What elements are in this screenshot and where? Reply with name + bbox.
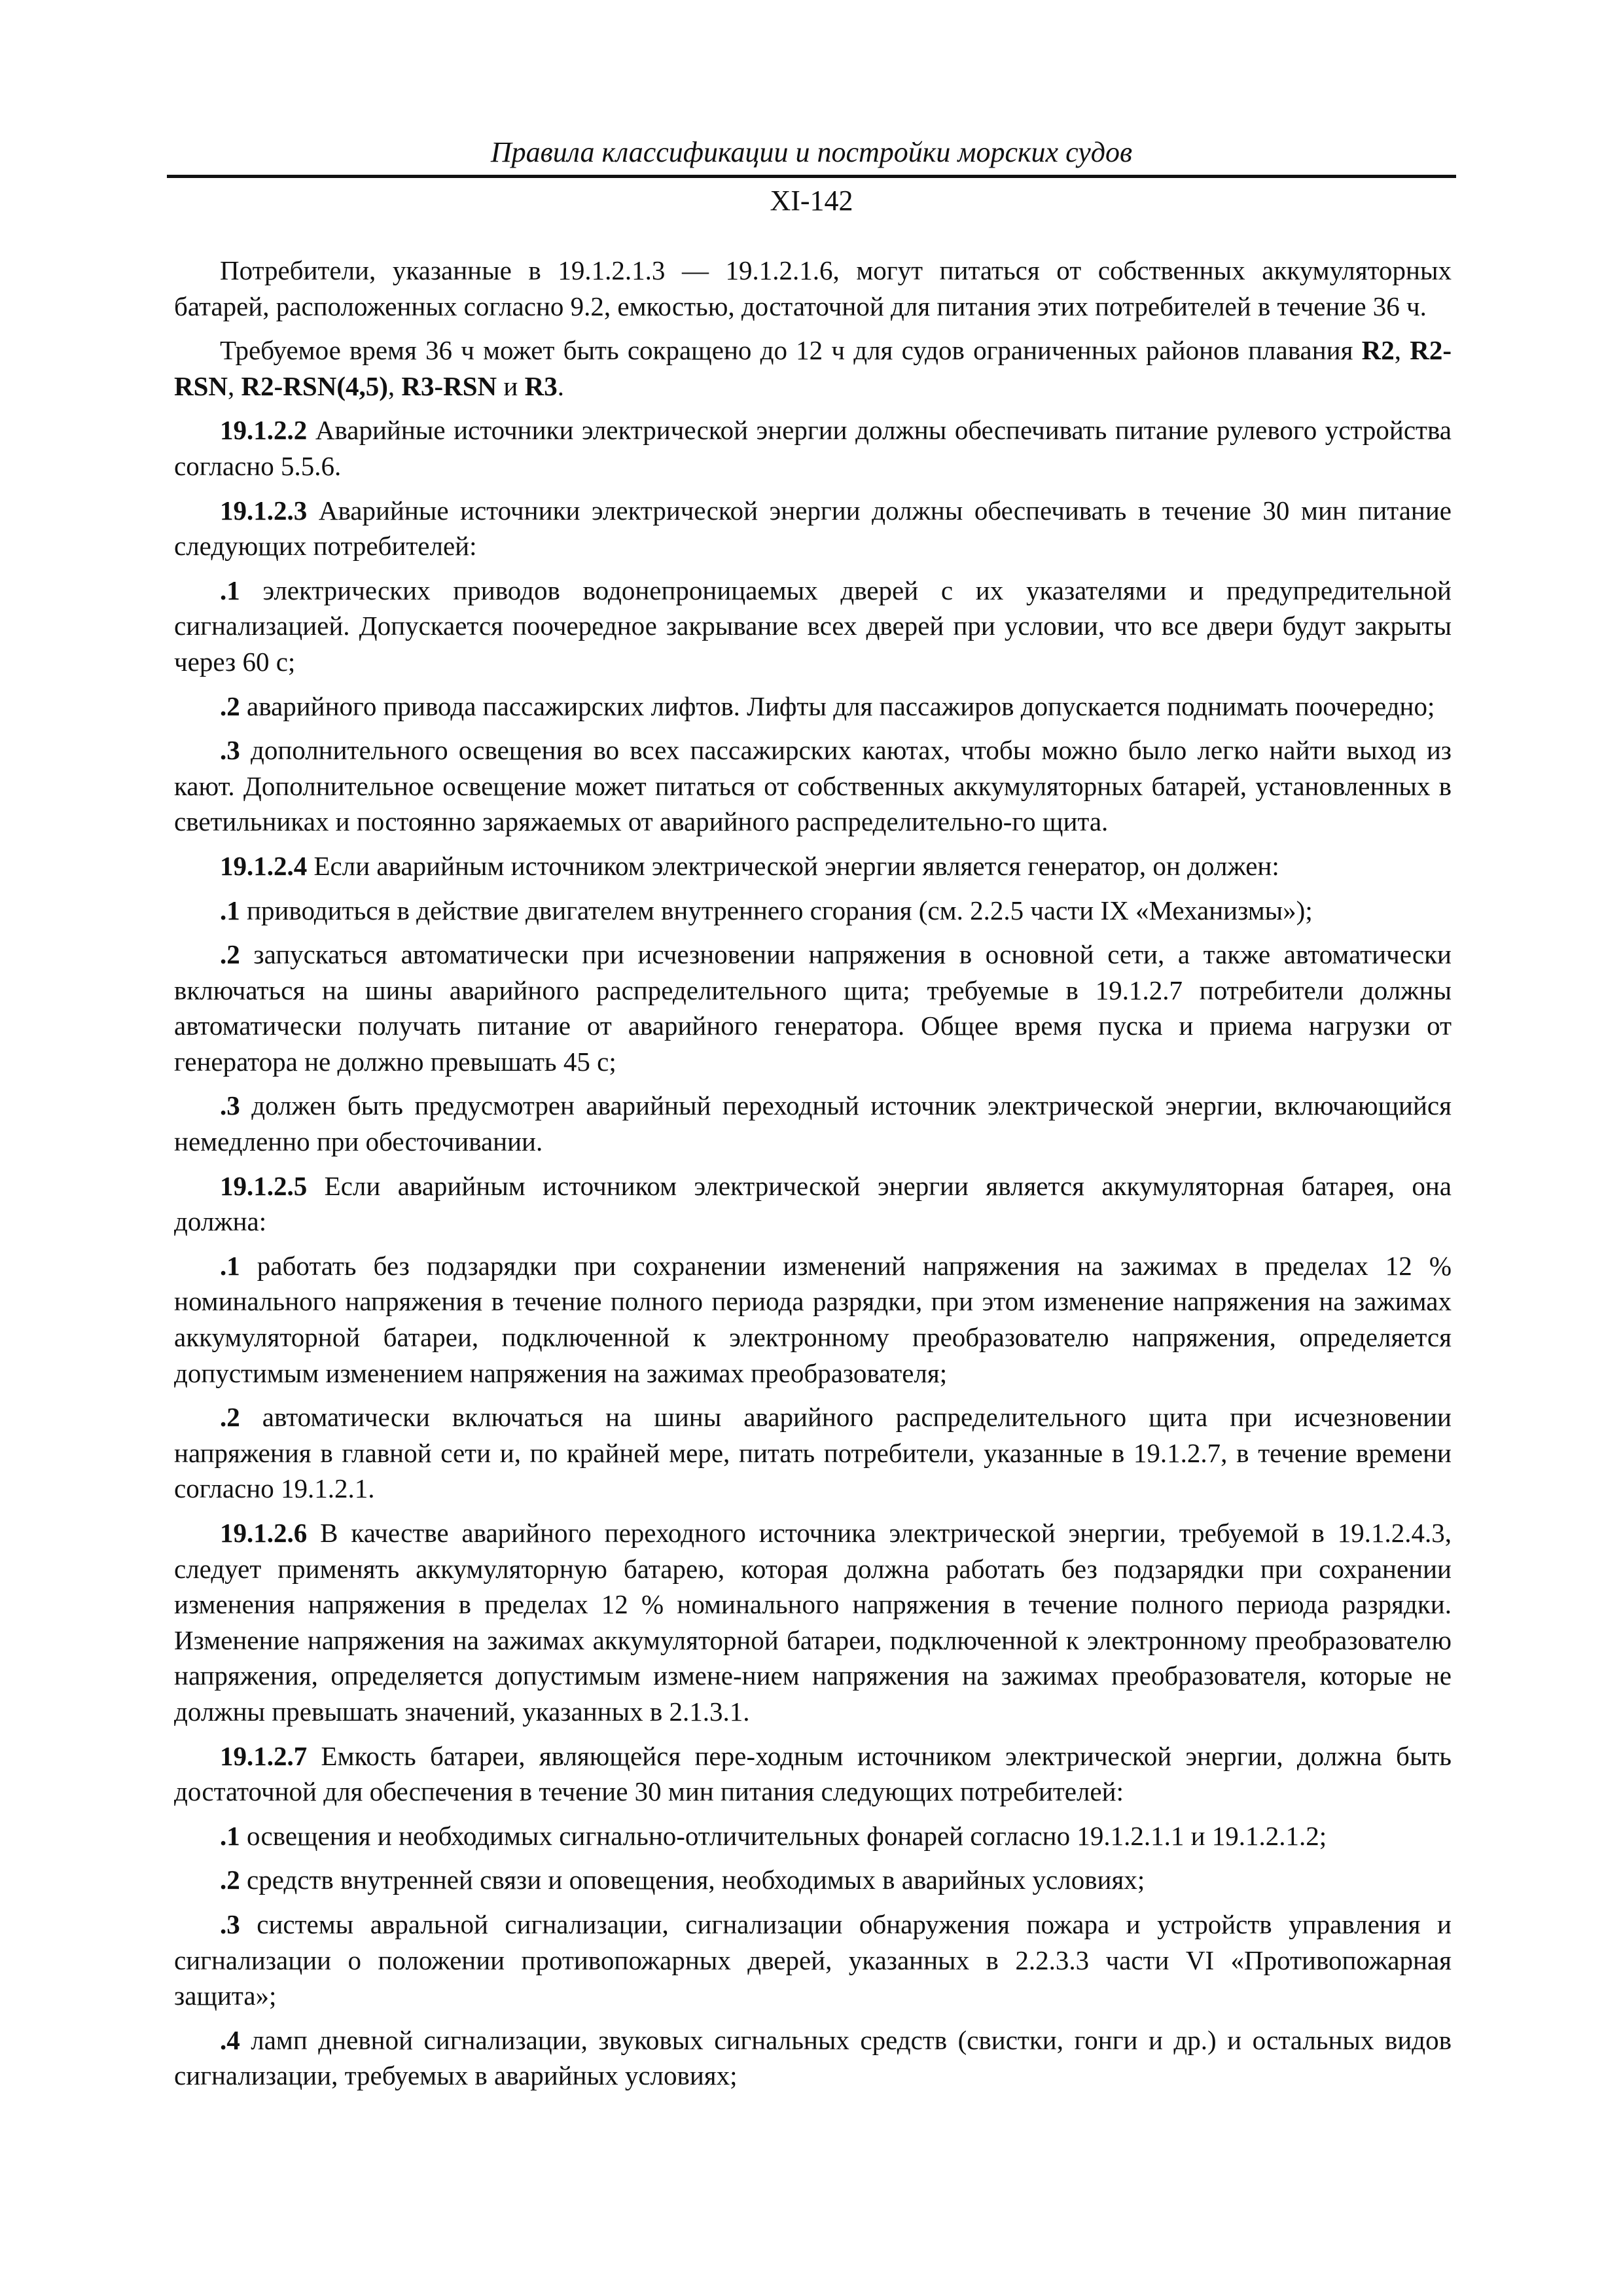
item-number: .4 [220, 2024, 240, 2055]
header-rule [167, 175, 1456, 178]
document-body [174, 253, 1452, 2102]
region-code: R3 [524, 370, 558, 401]
region-code: R2-RSN(4,5) [241, 370, 388, 401]
region-code: R2 [1361, 335, 1395, 366]
list-item: .2 средств внутренней связи и оповещения, необходимых в аварийных условиях; [220, 1865, 1145, 1895]
section-number: 19.1.2.6 [220, 1518, 308, 1548]
item-number: .2 [220, 1865, 240, 1895]
item-number: .2 [220, 691, 240, 721]
item-number: .2 [220, 939, 240, 970]
list-item: .1 освещения и необходимых сигнально-отличительных фонарей согласно 19.1.2.1.1 и 19.1.2.1.2; [220, 1820, 1327, 1851]
item-number: .3 [220, 1909, 240, 1939]
list-item: .2 запускаться автоматически при исчезновении напряжения в основной сети, а также автоматически включаться на шины аварийного распределительного щита; требуемые в 19.1.2.7 потребители должны автоматически получать питание от аварийного генератора. Общее время пуска и приема нагрузки от генератора не должно превышать 45 с; [174, 939, 1452, 1077]
item-number: .1 [220, 1820, 240, 1851]
item-number: .1 [220, 575, 240, 605]
section-paragraph: 19.1.2.4 Если аварийным источником электрической энергии является генератор, он должен: [220, 850, 1279, 881]
page-number: XI-142 [770, 185, 853, 217]
section-number: 19.1.2.4 [220, 850, 308, 881]
list-item: .3 дополнительного освещения во всех пассажирских каютах, чтобы можно было легко найти выход из кают. Дополнительное освещение может питаться от собственных аккумуляторных батарей, установленных в светильниках и постоянно заряжаемых от аварийного распределительно-го щита. [174, 735, 1452, 837]
item-number: .1 [220, 1250, 240, 1281]
section-paragraph: 19.1.2.3 Аварийные источники электрической энергии должны обеспечивать в течение 30 мин питание следующих потребителей: [174, 495, 1452, 562]
running-title: Правила классификации и постройки морских судов [490, 136, 1133, 168]
list-item: .1 работать без подзарядки при сохранении изменений напряжения на зажимах в пределах 12 % номинального напряжения в течение полного периода разрядки, при этом изменение напряжения на зажимах аккумуляторной батареи, подключенной к электронному преобразователю напряжения, определяется допустимым изменением напряжения на зажимах преобразователя; [174, 1250, 1452, 1388]
item-number: .3 [220, 1090, 240, 1121]
section-number: 19.1.2.7 [220, 1740, 308, 1771]
list-item: .2 автоматически включаться на шины аварийного распределительного щита при исчезновении напряжения в главной сети и, по крайней мере, питать потребители, указанные в 19.1.2.7, в течение времени согласно 19.1.2.1. [174, 1402, 1452, 1504]
section-number: 19.1.2.3 [220, 495, 308, 526]
section-number: 19.1.2.2 [220, 415, 308, 446]
region-code: R2-RSN [174, 335, 1452, 401]
list-item: .1 электрических приводов водонепроницаемых дверей с их указателями и предупредительной сигнализацией. Допускается поочередное закрывание всех дверей при условии, что все двери будут закрыты через 60 с; [174, 575, 1452, 677]
list-item: .1 приводиться в действие двигателем внутреннего сгорания (см. 2.2.5 части IX «Механизмы»); [220, 895, 1313, 925]
list-item: .4 ламп дневной сигнализации, звуковых сигнальных средств (свистки, гонги и др.) и остальных видов сигнализации, требуемых в аварийных условиях; [174, 2024, 1452, 2091]
section-paragraph: 19.1.2.2 Аварийные источники электрической энергии должны обеспечивать питание рулевого устройства согласно 5.5.6. [174, 415, 1452, 481]
region-code: R3-RSN [401, 370, 497, 401]
item-number: .1 [220, 895, 240, 925]
paragraph: Потребители, указанные в 19.1.2.1.3 — 19.1.2.1.6, могут питаться от собственных аккумуляторных батарей, расположенных согласно 9.2, емкостью, достаточной для питания этих потребителей в течение 36 ч. [174, 255, 1452, 321]
section-number: 19.1.2.5 [220, 1170, 308, 1201]
item-number: .2 [220, 1402, 240, 1433]
list-item: .3 должен быть предусмотрен аварийный переходный источник электрической энергии, включающийся немедленно при обесточивании. [174, 1090, 1452, 1157]
section-paragraph: 19.1.2.6 В качестве аварийного переходного источника электрической энергии, требуемой в 19.1.2.4.3, следует применять аккумуляторную батарею, которая должна работать без подзарядки при сохранении изменения напряжения в пределах 12 % номинального напряжения в течение полного периода разрядки. Изменение напряжения на зажимах аккумуляторной батареи, подключенной к электронному преобразователю напряжения, определяется допустимым измене-нием напряжения на зажимах преобразователя, которые не должны превышать значений, указанных в 2.1.3.1. [174, 1518, 1452, 1727]
list-item: .2 аварийного привода пассажирских лифтов. Лифты для пассажиров допускается поднимать поочередно; [220, 691, 1435, 721]
section-paragraph: 19.1.2.5 Если аварийным источником электрической энергии является аккумуляторная батарея, она должна: [174, 1170, 1452, 1237]
section-paragraph: 19.1.2.7 Емкость батареи, являющейся пере-ходным источником электрической энергии, должна быть достаточной для обеспечения в течение 30 мин питания следующих потребителей: [174, 1740, 1452, 1807]
list-item: .3 системы авральной сигнализации, сигнализации обнаружения пожара и устройств управления и сигнализации о положении противопожарных дверей, указанных в 2.2.3.3 части VI «Противопожарная защита»; [174, 1909, 1452, 2011]
paragraph: Требуемое время 36 ч может быть сокращено до 12 ч для судов ограниченных районов плавания R2, R2-RSN, R2-RSN(4,5), R3-RSN и R3. [174, 335, 1452, 401]
item-number: .3 [220, 735, 240, 766]
